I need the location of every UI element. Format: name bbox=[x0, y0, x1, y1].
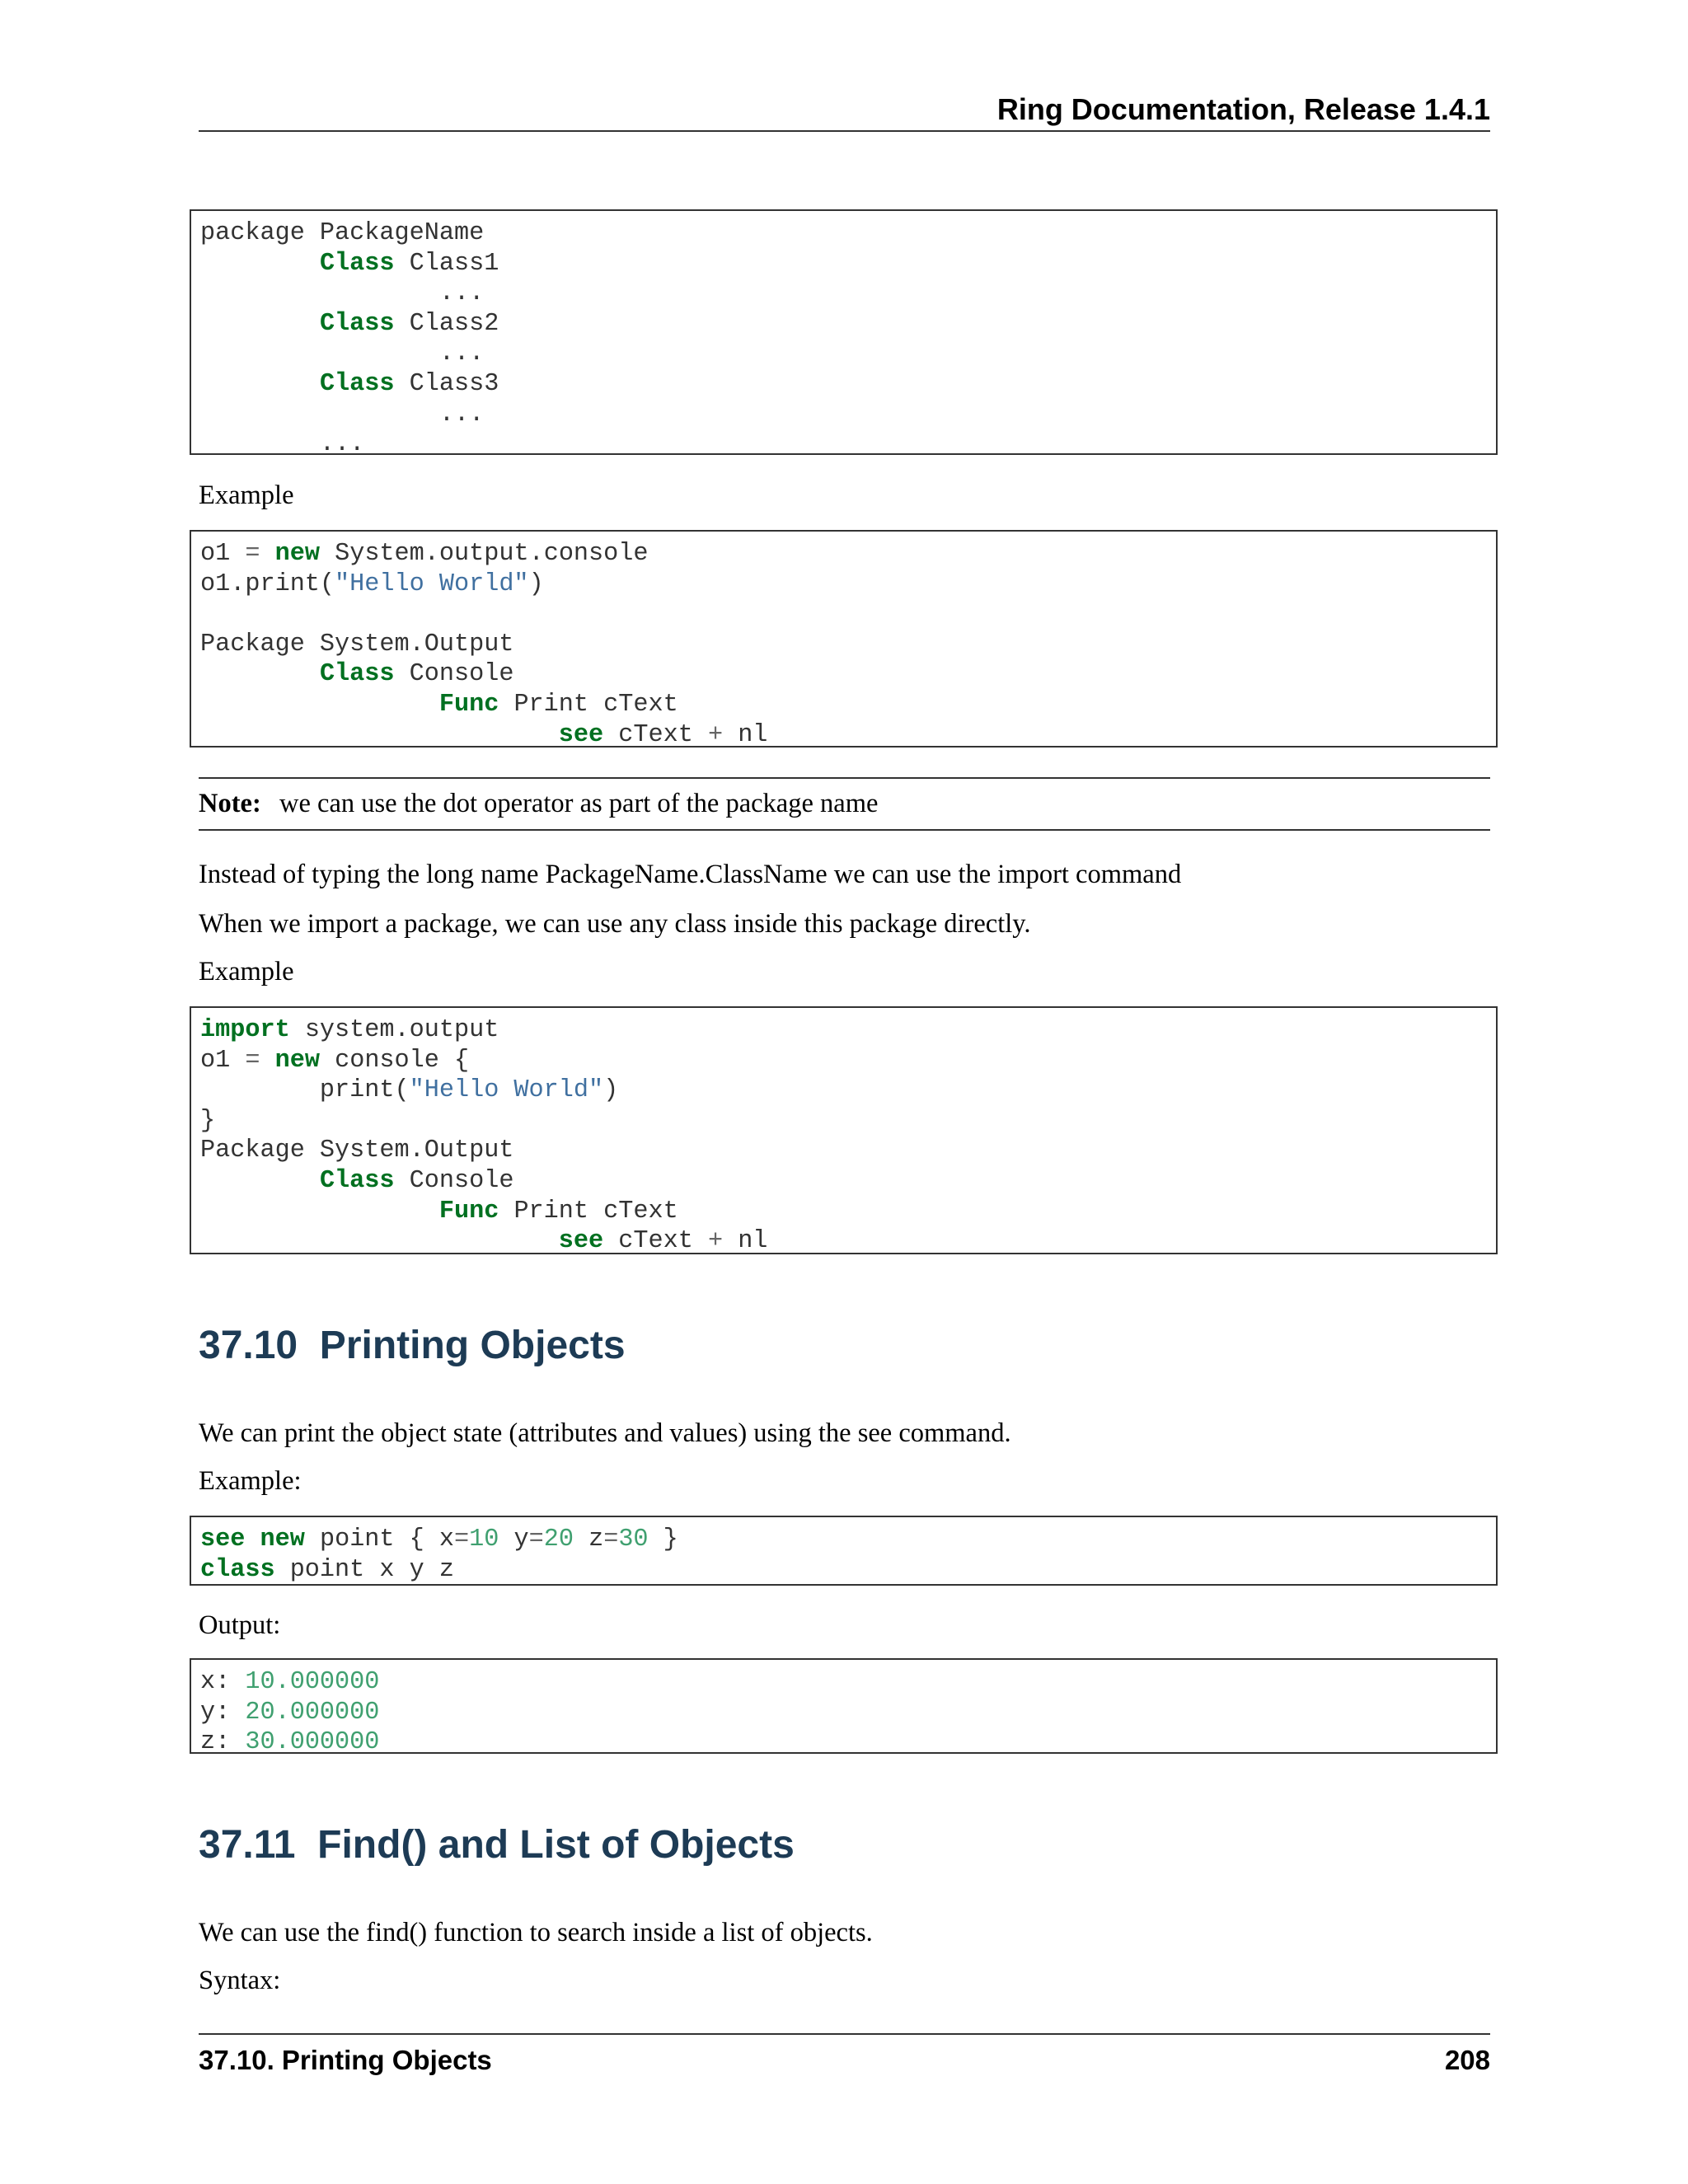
code-keyword: new bbox=[274, 1046, 320, 1075]
code-line: ... bbox=[200, 430, 365, 459]
section-heading bbox=[199, 1822, 795, 1868]
code-line bbox=[200, 369, 1496, 400]
code-line bbox=[200, 539, 1496, 569]
code-operator: + bbox=[707, 720, 724, 749]
code-number: 30.000000 bbox=[245, 1728, 380, 1757]
code-line bbox=[200, 1525, 1496, 1555]
code-keyword: see bbox=[200, 1526, 246, 1554]
code-block-output bbox=[190, 1658, 1498, 1757]
code-text: x: bbox=[200, 1668, 246, 1696]
code-line bbox=[200, 690, 1496, 720]
code-text: cText bbox=[603, 1227, 708, 1256]
code-text: Console bbox=[394, 1166, 514, 1195]
code-line bbox=[200, 1727, 1496, 1758]
code-operator: = bbox=[245, 540, 260, 568]
code-text: Console bbox=[394, 660, 514, 689]
code-operator: = bbox=[528, 1526, 544, 1554]
code-text: console { bbox=[319, 1046, 470, 1075]
code-number: 10.000000 bbox=[245, 1668, 380, 1696]
code-line bbox=[200, 599, 1496, 630]
section-title: Printing Objects bbox=[319, 1324, 626, 1367]
code-line bbox=[200, 1166, 1496, 1197]
code-keyword: new bbox=[274, 540, 320, 568]
code-line bbox=[200, 249, 1496, 279]
code-line: ... bbox=[200, 340, 485, 368]
code-number: 20 bbox=[543, 1526, 574, 1554]
code-text: nl bbox=[723, 1227, 768, 1256]
code-text: cText bbox=[603, 720, 708, 749]
code-text: print( bbox=[200, 1076, 410, 1105]
page-number: 208 bbox=[1444, 2045, 1490, 2075]
code-indent bbox=[200, 660, 320, 688]
code-keyword: class bbox=[200, 1555, 275, 1584]
code-number: 30 bbox=[618, 1526, 649, 1554]
code-keyword: Class bbox=[319, 309, 395, 338]
code-block-package-syntax bbox=[190, 209, 1498, 459]
code-space bbox=[245, 1526, 260, 1554]
code-keyword: Func bbox=[438, 1197, 499, 1226]
code-line bbox=[200, 1076, 1496, 1106]
code-indent bbox=[200, 310, 320, 338]
code-block-import-example bbox=[190, 1006, 1498, 1254]
code-text: ) bbox=[603, 1076, 619, 1105]
code-operator: = bbox=[603, 1526, 619, 1554]
code-operator: = bbox=[454, 1526, 470, 1554]
code-keyword: see bbox=[558, 1227, 604, 1256]
code-keyword: import bbox=[200, 1016, 290, 1044]
code-indent bbox=[200, 1167, 320, 1195]
code-space bbox=[260, 1047, 274, 1075]
code-line: Package System.Output bbox=[200, 1137, 514, 1165]
code-line bbox=[200, 1698, 1496, 1728]
code-line: Package System.Output bbox=[200, 630, 514, 658]
code-operator: = bbox=[245, 1046, 260, 1075]
code-text: } bbox=[648, 1526, 678, 1554]
code-text: package bbox=[200, 219, 305, 247]
code-keyword: see bbox=[558, 720, 604, 749]
page-footer bbox=[199, 2033, 1490, 2084]
code-text: z: bbox=[200, 1728, 246, 1757]
code-text: point { x bbox=[304, 1526, 454, 1554]
code-line: ... bbox=[200, 400, 485, 429]
syntax-label: Syntax: bbox=[199, 1966, 281, 1995]
code-indent bbox=[200, 250, 320, 278]
section-number: 37.11 bbox=[199, 1823, 296, 1867]
code-line bbox=[200, 1555, 1496, 1586]
paragraph: We can print the object state (attributes and values) using the see command. bbox=[199, 1418, 1011, 1448]
code-text: y bbox=[499, 1526, 529, 1554]
code-line bbox=[200, 218, 1496, 249]
code-text: point x y z bbox=[274, 1555, 454, 1584]
paragraph: We can use the find() function to search inside a list of objects. bbox=[199, 1918, 873, 1947]
section-number: 37.10 bbox=[199, 1324, 298, 1367]
code-text: Print cText bbox=[499, 1197, 678, 1226]
code-keyword: Func bbox=[438, 690, 499, 719]
code-string: "Hello World" bbox=[409, 1076, 604, 1105]
code-line: ... bbox=[200, 279, 485, 308]
code-text: system.output bbox=[289, 1016, 499, 1044]
section-title: Find() and List of Objects bbox=[317, 1823, 795, 1867]
code-text: System.output.console bbox=[319, 540, 649, 568]
footer-section-title: 37.10. Printing Objects bbox=[199, 2045, 492, 2075]
code-number: 10 bbox=[469, 1526, 499, 1554]
code-text: Class2 bbox=[394, 309, 499, 338]
code-text: o1 bbox=[200, 540, 246, 568]
code-line bbox=[200, 720, 1496, 751]
paragraph: Instead of typing the long name PackageName.ClassName we can use the import command bbox=[199, 860, 1182, 889]
code-text: z bbox=[573, 1526, 604, 1554]
note-box bbox=[199, 777, 1490, 831]
example-label: Example bbox=[199, 480, 294, 510]
example-label: Example bbox=[199, 957, 294, 987]
header-title: Ring Documentation, Release 1.4.1 bbox=[996, 92, 1490, 126]
code-block-print-object bbox=[190, 1516, 1498, 1586]
code-keyword: Class bbox=[319, 369, 395, 398]
code-indent bbox=[200, 370, 320, 398]
note-text: we can use the dot operator as part of the package name bbox=[279, 789, 879, 818]
code-text: PackageName bbox=[304, 219, 485, 247]
code-indent bbox=[200, 691, 439, 719]
code-keyword: Class bbox=[319, 249, 395, 278]
code-line bbox=[200, 1667, 1496, 1698]
code-text: Print cText bbox=[499, 690, 678, 719]
output-label: Output: bbox=[199, 1610, 281, 1640]
code-line bbox=[200, 1015, 1496, 1046]
note-label: Note: bbox=[199, 789, 261, 818]
code-line bbox=[200, 569, 1496, 600]
example-label: Example: bbox=[199, 1466, 302, 1496]
code-operator: + bbox=[707, 1227, 724, 1256]
code-space bbox=[260, 540, 274, 568]
code-text: o1.print( bbox=[200, 569, 335, 598]
code-text: y: bbox=[200, 1698, 246, 1727]
code-text: nl bbox=[723, 720, 768, 749]
code-text: Class3 bbox=[394, 369, 499, 398]
code-number: 20.000000 bbox=[245, 1698, 380, 1727]
code-text: Class1 bbox=[394, 249, 499, 278]
code-block-package-example bbox=[190, 530, 1498, 748]
code-line bbox=[200, 659, 1496, 690]
section-heading bbox=[199, 1323, 626, 1368]
code-indent bbox=[200, 1197, 439, 1226]
code-string: "Hello World" bbox=[335, 569, 529, 598]
code-indent bbox=[200, 1227, 559, 1255]
code-line bbox=[200, 1226, 1496, 1257]
code-keyword: new bbox=[260, 1526, 305, 1554]
code-text: o1 bbox=[200, 1046, 246, 1075]
code-line bbox=[200, 309, 1496, 340]
code-keyword: Class bbox=[319, 1166, 395, 1195]
code-line bbox=[200, 1046, 1496, 1076]
code-text: ) bbox=[528, 569, 544, 598]
code-line bbox=[200, 1197, 1496, 1227]
page-header bbox=[199, 92, 1490, 132]
paragraph: When we import a package, we can use any class inside this package directly. bbox=[199, 909, 1031, 939]
code-line: } bbox=[200, 1106, 216, 1135]
code-keyword: Class bbox=[319, 660, 395, 689]
code-indent bbox=[200, 721, 559, 749]
